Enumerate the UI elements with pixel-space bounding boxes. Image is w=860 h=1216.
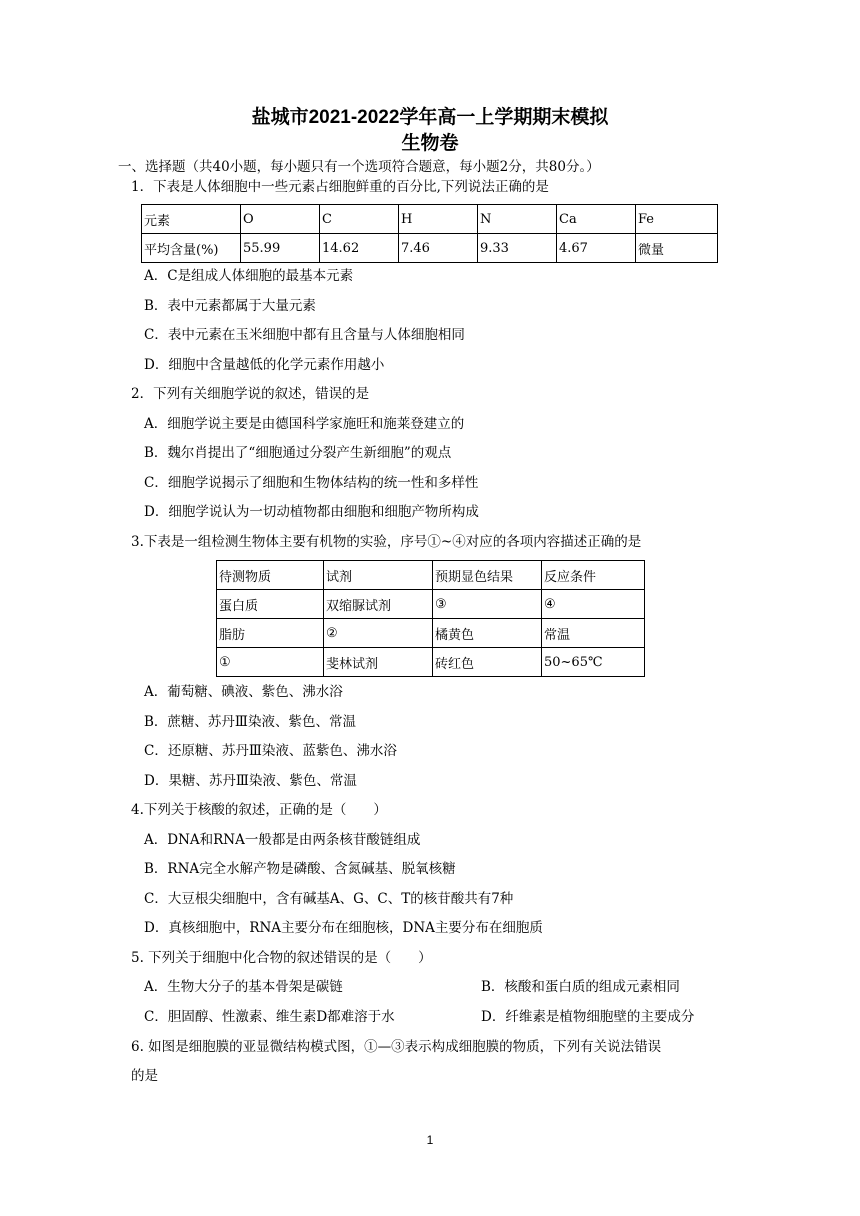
question-1-stem: 1．下表是人体细胞中一些元素占细胞鲜重的百分比,下列说法正确的是	[131, 179, 549, 195]
option-c: C．还原糖、苏丹Ⅲ染液、蓝紫色、沸水浴	[144, 743, 397, 759]
option-c: C．大豆根尖细胞中，含有碱基A、G、C、T的核苷酸共有7种	[144, 891, 514, 907]
table-cell: Ca	[557, 205, 636, 234]
table-row	[217, 590, 645, 619]
option-c: C．细胞学说揭示了细胞和生物体结构的统一性和多样性	[144, 475, 479, 491]
table-cell: 脂肪	[217, 619, 324, 648]
table-header-row	[217, 561, 645, 590]
option-a: A．DNA和RNA一般都是由两条核苷酸链组成	[144, 832, 421, 848]
table-cell: 元素	[142, 205, 241, 234]
table-row	[217, 648, 645, 677]
table-cell: 常温	[542, 619, 645, 648]
table-cell: 待测物质	[217, 561, 324, 590]
table-cell: 平均含量(%)	[142, 234, 241, 263]
table-header-row	[142, 205, 718, 234]
table-cell: 双缩脲试剂	[324, 590, 433, 619]
option-b: B．蔗糖、苏丹Ⅲ染液、紫色、常温	[144, 714, 356, 730]
table-cell: 反应条件	[542, 561, 645, 590]
option-a: A．C是组成人体细胞的最基本元素	[144, 268, 354, 284]
question-5-stem: 5. 下列关于细胞中化合物的叙述错误的是（ ）	[131, 950, 432, 966]
table-cell: 预期显色结果	[433, 561, 542, 590]
question-3-table	[216, 560, 645, 677]
option-d: D．细胞中含量越低的化学元素作用越小	[144, 357, 385, 373]
table-cell: 橘黄色	[433, 619, 542, 648]
table-cell: O	[241, 205, 320, 234]
table-row	[142, 234, 718, 263]
option-a: A．葡萄糖、碘液、紫色、沸水浴	[144, 684, 343, 700]
question-6-stem: 6. 如图是细胞膜的亚显微结构模式图，①—③表示构成细胞膜的物质，下列有关说法错误	[131, 1039, 662, 1055]
option-a: A．细胞学说主要是由德国科学家施旺和施莱登建立的	[144, 416, 465, 432]
option-c: C．胆固醇、性激素、维生素D都难溶于水	[144, 1009, 395, 1025]
option-d: D．细胞学说认为一切动植物都由细胞和细胞产物所构成	[144, 504, 479, 520]
question-1-table	[141, 204, 718, 263]
table-cell: ④	[542, 590, 645, 619]
question-4-stem: 4.下列关于核酸的叙述，正确的是（ ）	[131, 802, 387, 818]
page-number: 1	[426, 1133, 434, 1147]
table-row	[217, 619, 645, 648]
table-cell: 蛋白质	[217, 590, 324, 619]
table-cell: 4.67	[557, 234, 636, 263]
page-title: 盐城市2021-2022学年高一上学期期末模拟	[251, 107, 609, 128]
table-cell: 砖红色	[433, 648, 542, 677]
option-d: D．纤维素是植物细胞壁的主要成分	[481, 1009, 695, 1025]
option-b: B．表中元素都属于大量元素	[144, 298, 316, 314]
table-cell: 斐林试剂	[324, 648, 433, 677]
table-cell: Fe	[636, 205, 718, 234]
section-heading: 一、选择题（共40小题，每小题只有一个选项符合题意，每小题2分，共80分。）	[118, 159, 600, 175]
table-cell: 试剂	[324, 561, 433, 590]
table-cell: 7.46	[399, 234, 478, 263]
option-c: C．表中元素在玉米细胞中都有且含量与人体细胞相同	[144, 327, 465, 343]
option-d: D．果糖、苏丹Ⅲ染液、紫色、常温	[144, 773, 357, 789]
option-b: B．魏尔肖提出了“细胞通过分裂产生新细胞”的观点	[144, 445, 452, 461]
option-b: B．RNA完全水解产物是磷酸、含氮碱基、脱氧核糖	[144, 861, 456, 877]
question-2-stem: 2．下列有关细胞学说的叙述，错误的是	[131, 386, 370, 402]
table-cell: H	[399, 205, 478, 234]
option-b: B．核酸和蛋白质的组成元素相同	[481, 979, 680, 995]
table-cell: C	[320, 205, 399, 234]
question-3-stem: 3.下表是一组检测生物体主要有机物的实验，序号①~④对应的各项内容描述正确的是	[131, 534, 642, 550]
table-cell: N	[478, 205, 557, 234]
table-cell: ②	[324, 619, 433, 648]
option-d: D．真核细胞中，RNA主要分布在细胞核，DNA主要分布在细胞质	[144, 920, 543, 936]
option-a: A．生物大分子的基本骨架是碳链	[144, 979, 343, 995]
table-cell: ③	[433, 590, 542, 619]
table-cell: 9.33	[478, 234, 557, 263]
table-cell: 55.99	[241, 234, 320, 263]
table-cell: 14.62	[320, 234, 399, 263]
question-6-stem-continued: 的是	[131, 1068, 158, 1084]
table-cell: 50~65℃	[542, 648, 645, 677]
table-cell: 微量	[636, 234, 718, 263]
table-cell: ①	[217, 648, 324, 677]
page-subtitle: 生物卷	[401, 133, 459, 154]
